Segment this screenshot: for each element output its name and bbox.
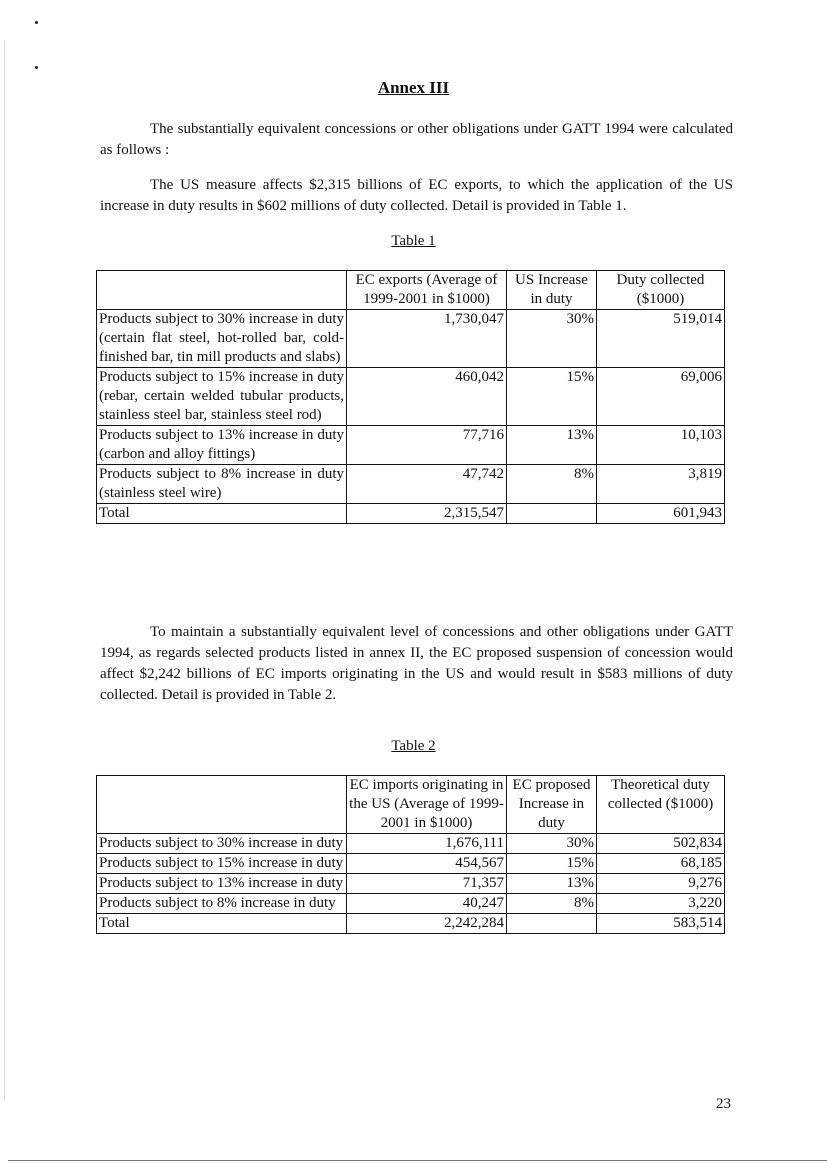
table1-caption: Table 1 <box>391 233 436 249</box>
page-number: 23 <box>716 1096 731 1112</box>
table2-total-row <box>97 914 725 934</box>
table2-row3-imports: 71,357 <box>347 874 507 894</box>
footer-divider <box>8 1160 827 1161</box>
table2-row3-duty: 9,276 <box>597 874 725 894</box>
table1-total-increase <box>507 504 597 524</box>
scan-speck <box>35 66 38 69</box>
table2-header-blank <box>97 776 347 834</box>
table2-row4-increase: 8% <box>507 894 597 914</box>
table-row <box>97 368 725 426</box>
table2-row1-imports: 1,676,111 <box>347 834 507 854</box>
table1-header-us-increase: US Increase in duty <box>507 271 597 310</box>
table2-header-ec-increase: EC proposed Increase in duty <box>507 776 597 834</box>
scan-margin-line <box>4 40 5 1100</box>
table2-row1-increase: 30% <box>507 834 597 854</box>
table2-total-increase <box>507 914 597 934</box>
table1-row4-exports: 47,742 <box>347 465 507 504</box>
table-row <box>97 465 725 504</box>
table1-row1-duty: 519,014 <box>597 310 725 368</box>
table1-row4-increase: 8% <box>507 465 597 504</box>
table-row <box>97 874 725 894</box>
table1-total-label: Total <box>97 504 347 524</box>
table-row <box>97 834 725 854</box>
table2-total-label: Total <box>97 914 347 934</box>
table-row <box>97 894 725 914</box>
table1-row1-desc: Products subject to 30% increase in duty (certain flat steel, hot-rolled bar, cold-finished bar, tin mill products and slabs) <box>97 310 347 368</box>
table-row <box>97 426 725 465</box>
table1-row2-desc: Products subject to 15% increase in duty (rebar, certain welded tubular products, stainless steel bar, stainless steel rod) <box>97 368 347 426</box>
table2-row4-desc: Products subject to 8% increase in duty <box>97 894 347 914</box>
table1-row4-duty: 3,819 <box>597 465 725 504</box>
table1-total-exports: 2,315,547 <box>347 504 507 524</box>
table1-row1-exports: 1,730,047 <box>347 310 507 368</box>
table2-row2-increase: 15% <box>507 854 597 874</box>
intro-text: The substantially equivalent concessions or other obligations under GATT 1994 were calculated as follows : <box>100 121 733 158</box>
scan-speck <box>35 21 38 24</box>
table1-row3-duty: 10,103 <box>597 426 725 465</box>
table1-header-duty-collected: Duty collected ($1000) <box>597 271 725 310</box>
table1-row3-increase: 13% <box>507 426 597 465</box>
table1-row1-increase: 30% <box>507 310 597 368</box>
table2-row4-duty: 3,220 <box>597 894 725 914</box>
table1-row3-exports: 77,716 <box>347 426 507 465</box>
table2-row1-duty: 502,834 <box>597 834 725 854</box>
table-row <box>97 854 725 874</box>
us-measure-text: The US measure affects $2,315 billions of EC exports, to which the application of the US increase in duty results in $602 millions of duty collected. Detail is provided in Table 1. <box>100 177 733 214</box>
table2-total-duty: 583,514 <box>597 914 725 934</box>
table2 <box>96 775 725 934</box>
table2-row2-duty: 68,185 <box>597 854 725 874</box>
table2-header-theoretical-duty: Theoretical duty collected ($1000) <box>597 776 725 834</box>
ec-suspension-paragraph <box>100 622 733 706</box>
table2-row2-desc: Products subject to 15% increase in duty <box>97 854 347 874</box>
table1-row2-exports: 460,042 <box>347 368 507 426</box>
table1-row2-duty: 69,006 <box>597 368 725 426</box>
table2-header-row <box>97 776 725 834</box>
table2-row2-imports: 454,567 <box>347 854 507 874</box>
table2-row3-increase: 13% <box>507 874 597 894</box>
table1-row3-desc: Products subject to 13% increase in duty (carbon and alloy fittings) <box>97 426 347 465</box>
table1-header-row <box>97 271 725 310</box>
table2-caption: Table 2 <box>391 738 436 754</box>
page-title: Annex III <box>377 78 450 97</box>
ec-suspension-text: To maintain a substantially equivalent level of concessions and other obligations under GATT 1994, as regards selected products listed in annex II, the EC proposed suspension of concession would affect $2,242 billions of EC imports originating in the US and would result in $583 millions of duty collected. Detail is provided in Table 2. <box>100 624 733 703</box>
table2-header-ec-imports: EC imports originating in the US (Average of 1999-2001 in $1000) <box>347 776 507 834</box>
intro-paragraph <box>100 119 733 161</box>
table1-total-row <box>97 504 725 524</box>
us-measure-paragraph <box>100 175 733 217</box>
table1 <box>96 270 725 524</box>
table2-row1-desc: Products subject to 30% increase in duty <box>97 834 347 854</box>
table-row <box>97 310 725 368</box>
table2-total-imports: 2,242,284 <box>347 914 507 934</box>
table1-header-ec-exports: EC exports (Average of 1999-2001 in $1000) <box>347 271 507 310</box>
table1-header-blank <box>97 271 347 310</box>
table2-row4-imports: 40,247 <box>347 894 507 914</box>
table1-total-duty: 601,943 <box>597 504 725 524</box>
table1-row4-desc: Products subject to 8% increase in duty (stainless steel wire) <box>97 465 347 504</box>
table2-row3-desc: Products subject to 13% increase in duty <box>97 874 347 894</box>
table1-row2-increase: 15% <box>507 368 597 426</box>
